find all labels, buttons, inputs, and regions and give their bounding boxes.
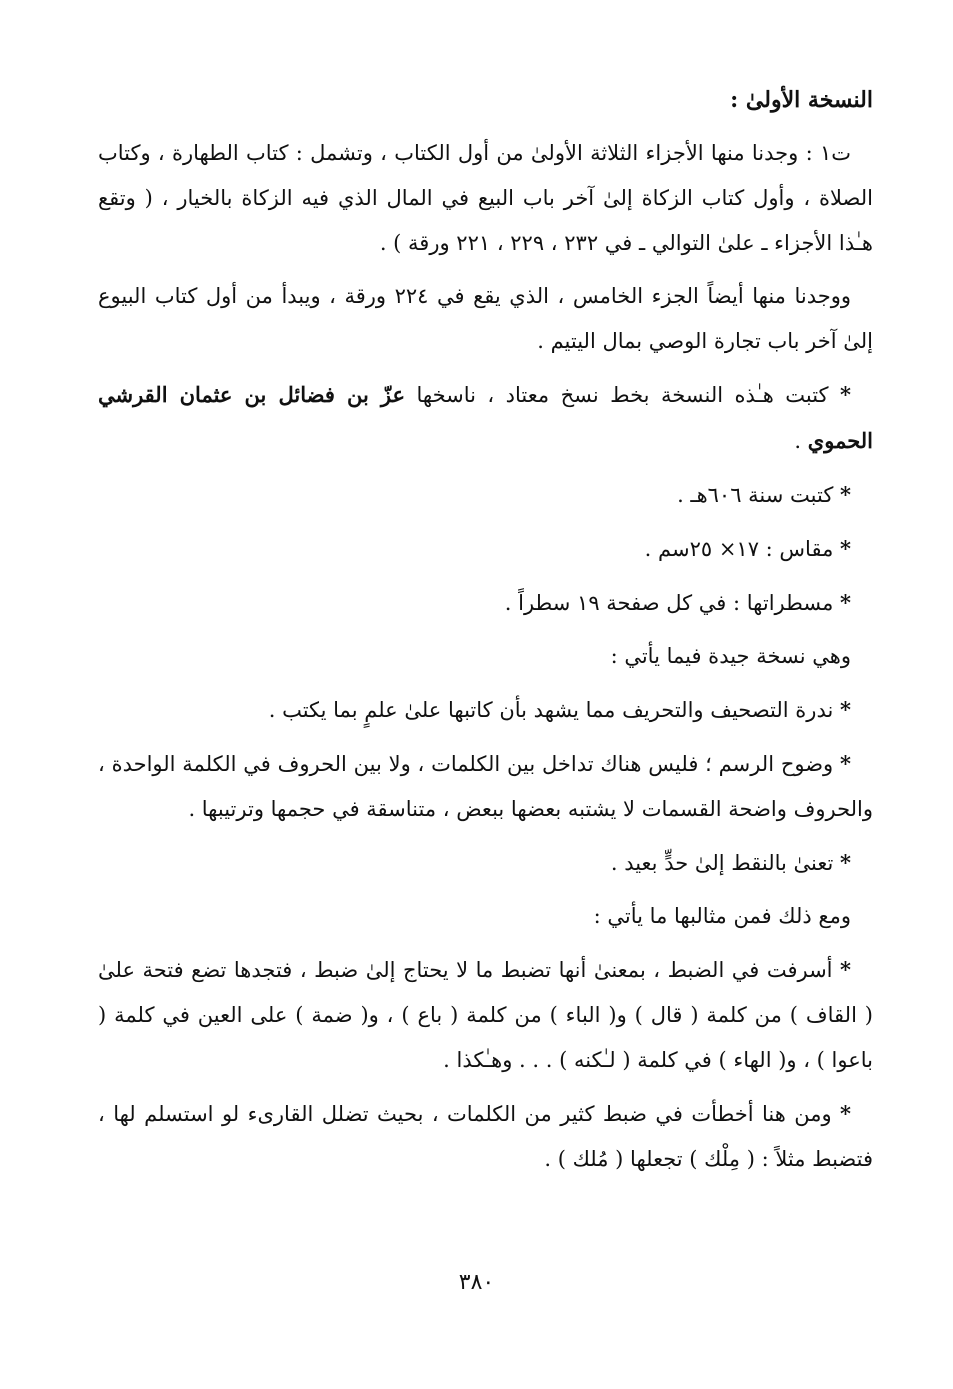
item-lines-text: مسطراتها : في كل صفحة ١٩ سطراً .	[504, 591, 834, 615]
bullet-star: *	[840, 382, 851, 407]
paragraph-first-volumes: ت١ : وجدنا منها الأجزاء الثلاثة الأولىٰ من أول الكتاب ، وتشمل : كتاب الطهارة ، وكتاب الصلاة ، وأول كتاب الزكاة إلىٰ آخر باب البيع في المال الذي فيه الزكاة بالخيار ، ( وتقع هـٰذا الأجزاء ـ علىٰ التوالي ـ في ٢٣٢ ، ٢٢٩ ، ٢٢١ ورقة ) .	[98, 141, 873, 255]
bullet-star: *	[840, 482, 851, 507]
bullet-star: *	[840, 590, 851, 615]
bad-point-2-text: ومن هنا أخطأت في ضبط كثير من الكلمات ، بحيث تضلل القارىء لو استسلم لها ، فتضبط مثلاً : ( مِلْك ) تجعلها ( مُلك ) .	[98, 1102, 873, 1171]
intro-good-points: وهي نسخة جيدة فيما يأتي :	[610, 644, 851, 668]
good-point-2	[98, 741, 873, 832]
bullet-star: *	[840, 957, 851, 982]
item-lines	[98, 580, 873, 626]
section-heading: النسخة الأولىٰ :	[730, 87, 873, 113]
bad-point-1-text: أسرفت في الضبط ، بمعنىٰ أنها تضبط ما لا يحتاج إلىٰ ضبط ، فتجدها تضع فتحة علىٰ ( القاف ) من كلمة ( قال ) و( الباء ) من كلمة ( باع ) ، و( ضمة ) على العين في كلمة ( باعوا ) ، و( الهاء ) في كلمة ( لـٰكنه ) . . . وهـٰكذا .	[98, 958, 873, 1072]
copyist-name: عزّ بن فضائل بن عثمان القرشي الحموي	[98, 382, 873, 453]
copyist-end: .	[794, 429, 802, 453]
bullet-star: *	[840, 1101, 851, 1126]
item-date-text: كتبت سنة ٦٠٦هـ .	[677, 483, 834, 507]
good-point-2-text: وضوح الرسم ؛ فليس هناك تداخل بين الكلمات ، ولا بين الحروف في الكلمة الواحدة ، والحروف واضحة القسمات لا يشتبه بعضها ببعض ، متناسقة في حجمها وترتيبها .	[98, 752, 873, 821]
good-point-3	[98, 840, 873, 886]
item-size-text: مقاس : ١٧× ٢٥سم .	[644, 537, 834, 561]
item-date	[98, 472, 873, 518]
item-size	[98, 526, 873, 572]
copyist-text: كتبت هـٰذه النسخة بخط نسخ معتاد ، ناسخها	[416, 383, 829, 407]
intro-bad-points: ومع ذلك فمن مثالبها ما يأتي :	[593, 904, 851, 928]
paragraph-fifth-volume: ووجدنا منها أيضاً الجزء الخامس ، الذي يقع في ٢٢٤ ورقة ، ويبدأ من أول كتاب البيوع إلىٰ آخر باب تجارة الوصي بمال اليتيم .	[98, 284, 873, 353]
page-number: ٣٨٠	[458, 1270, 495, 1295]
bad-point-1	[98, 947, 873, 1083]
good-point-3-text: تعنىٰ بالنقط إلىٰ حدٍّ بعيد .	[610, 851, 834, 875]
bullet-star: *	[840, 536, 851, 561]
good-point-1-text: ندرة التصحيف والتحريف مما يشهد بأن كاتبها علىٰ علمٍ بما يكتب .	[268, 698, 834, 722]
copyist-paragraph	[98, 372, 873, 464]
bullet-star: *	[840, 850, 851, 875]
bullet-star: *	[840, 751, 851, 776]
bad-point-2	[98, 1091, 873, 1182]
page-content	[98, 78, 873, 1190]
bullet-star: *	[840, 697, 851, 722]
good-point-1	[98, 687, 873, 733]
